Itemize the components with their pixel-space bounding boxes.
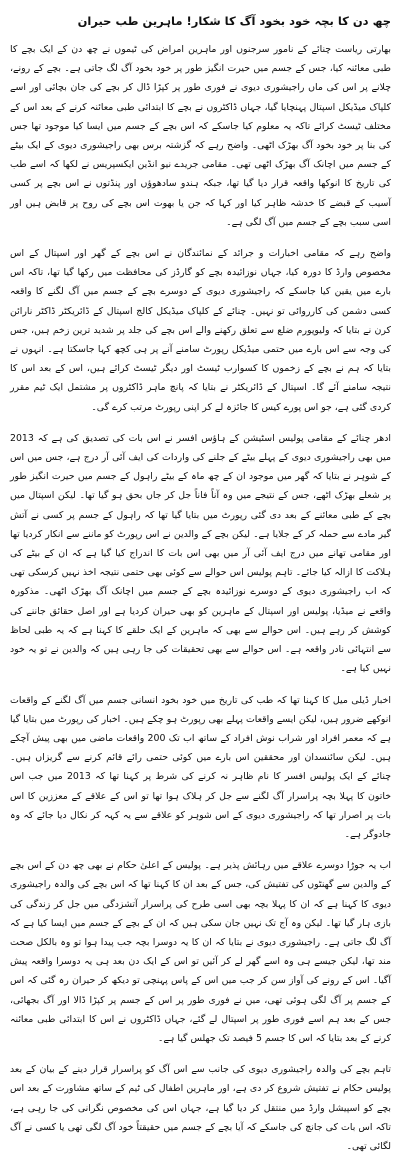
article-headline: چھ دن کا بچہ خود بخود آگ کا شکار! ماہرین طب حیران: [77, 14, 391, 28]
article-paragraph: ادھر چنائے کے مقامی پولیس اسٹیشن کے ہاؤس افسر نے اس بات کی تصدیق کی ہے کہ 2013 میں بھی راجیشوری دیوی کے پہلے بیٹے کے جلنے کی واردات کی ایف آئی آر درج ہے، جس میں اس کے شوہر نے بتایا کہ گھر میں موجود ان کے چھ ماہ کے بیٹے راہول کے جسم میں حیرت انگیز طور پر شعلے بھڑک اٹھے، جس کے نتیجے میں وہ آناً فاناً جل کر جاں بحق ہو گیا تھا۔ لیکن اسپتال میں بچے کے طبی معائنے کے بعد دی گئی رپورٹ میں بتایا گیا تھا کہ راہول کے جسم پر کسی نے آتش گیر مادے سے حملہ کر کے جلایا ہے۔ لیکن بچے کے والدین نے اس رپورٹ کو ماننے سے انکار کردیا تھا اور مقامی تھانے میں درج ایف آئی آر میں بھی اس بات کا اندراج کیا گیا ہے کہ ان کے بیٹے کی ہلاکت کا ازالہ کیا جائے۔ تاہم پولیس اس حوالے سے کوئی بھی حتمی نتیجہ اخذ نہیں کرسکی تھی کہ اب راجیشوری دیوی کے دوسرے نوزائیدہ بچے کے جسم میں اچانک آگ بھڑک اٹھی۔ مذکورہ واقعے نے میڈیا، پولیس اور اسپتال کے ماہرین کو بھی حیران کردیا ہے اور اصل حقائق جاننے کی کوشش کر رہے ہیں۔ اس حوالے سے بھی کہ ماہرین کے ایک حلقے کا کہنا ہے کہ یہ طبی لحاظ سے انتہائی نادر واقعہ ہے۔ اس حوالے سے بھی تحقیقات کی جا رہی ہیں کہ والدین نے تو یہ خود نہیں کیا ہے۔: [10, 432, 391, 675]
article-paragraph: بھارتی ریاست چنائے کے نامور سرجنوں اور ماہرین امراض کی ٹیموں نے چھ دن کے ایک بچے کا طبی معائنہ کیا، جس کے جسم میں حیرت انگیز طور پر خود بخود آگ لگ جاتی ہے۔ بچے کے رونے، چلانے پر اس کی ماں راجیشوری دیوی نے فوری طور پر کپڑا ڈال کر بچے کی جان بچائی اور اسے کلپاک میڈیکل اسپتال پہنچایا گیا، جہاں ڈاکٹروں نے بچے کا ابتدائی طبی معائنہ کرنے کے بعد اس کے مختلف ٹیسٹ کرائے تاکہ یہ معلوم کیا جاسکے کہ اس بچے کے جسم میں ایسا کیا موجود تھا جس کی بنا پر خود بخود آگ بھڑک اٹھی۔ واضح رہے کہ گزشتہ برس بھی راجیشوری دیوی کے ایک بیٹے کے جسم میں اچانک آگ بھڑک اٹھی تھی۔ مقامی جریدے نیو انڈین ایکسپریس نے لکھا کہ اسے طب کی تاریخ کا انوکھا واقعہ قرار دیا گیا تھا، جبکہ ہندو سادھوؤں اور پنڈتوں نے اس بچے پر کسی آسیب کے قبضے کا خدشہ ظاہر کیا اور کہا کہ جن یا بھوت اس بچے کی روح پر قابض ہیں اور اسی سبب بچے کے جسم میں آگ لگی ہے۔: [10, 44, 391, 228]
article-paragraph: واضح رہے کہ مقامی اخبارات و جرائد کے نمائندگان نے اس بچے کے گھر اور اسپتال کے اس مخصوص وارڈ کا دورہ کیا، جہاں نوزائیدہ بچے کو گارڈز کی محافظت میں رکھا گیا تھا، تاکہ اس بارے میں یقین کیا جاسکے کہ راجیشوری دیوی کے دوسرے بچے کے جسم میں آگ لگنے کا واقعہ کسی دشمن کی کارروائی تو نہیں۔ چنائے کے کلپاک میڈیکل کالج اسپتال کے ڈائریکٹر ڈاکٹر نارائن کرن نے بتایا کہ ولیوپورم ضلع سے تعلق رکھنے والے اس بچے کی جلد پر شدید ترین زخم ہیں، جس کی وجہ سے اس بارے میں حتمی میڈیکل رپورٹ سامنے آنے پر ہی کچھ کہا جاسکتا ہے۔ انہوں نے بتایا کہ ہم نے بچے کے زخموں کا کسوارب ٹیسٹ اور دیگر ٹیسٹ کرائے ہیں، اس کے بعد اس کا نتیجہ سامنے آئے گا۔ اسپتال کے ڈائریکٹر نے بتایا کہ پانچ ماہر ڈاکٹروں پر مشتمل ایک ٹیم مقرر کردی گئی ہے، جو اس پورے کیس کا جائزہ لے کر اپنی رپورٹ مرتب کرے گی۔: [10, 248, 391, 413]
article-paragraph: اب یہ جوڑا دوسرے علاقے میں رہائش پذیر ہے۔ پولیس کے اعلیٰ حکام نے بھی چھ دن کے اس بچے کے والدین سے گھنٹوں کی تفتیش کی، جس کے بعد ان کا کہنا تھا کہ اس بچے کی والدہ راجیشوری دیوی کا کہنا ہے کہ ان کا پہلا بچہ بھی اسی طرح کی پراسرار آتشزدگی میں جل کر زندگی کی بازی ہار گیا تھا۔ لیکن وہ آج تک نہیں جان سکی ہیں کہ ان کے بچے کے جسم میں ایسا کیا ہے کہ آگ لگ جاتی ہے۔ راجیشوری دیوی نے بتایا کہ ان کا یہ دوسرا بچہ جب پیدا ہوا تو وہ بالکل صحت مند تھا، لیکن جیسے ہی وہ اسے گھر لے کر آئیں تو اس کے ایک دن بعد ہی یہ دوسرا واقعہ پیش آگیا۔ اس کے رونے کی آواز سن کر جب میں اس کے پاس پہنچی تو دیکھ کر حیران رہ گئی کہ اس کے جسم پر آگ لگی ہوئی تھی، میں نے فوری طور پر اس کے جسم پر کپڑا ڈالا اور آگ بجھائی، جس کے بعد ہم اسے فوری طور پر اسپتال لے گئے، جہاں ڈاکٹروں نے اس کا ابتدائی طبی معائنہ کرنے کے بعد بتایا کہ اس کا جسم 5 فیصد تک جھلس گیا ہے۔: [10, 860, 391, 1044]
article-paragraph: اخبار ڈیلی میل کا کہنا تھا کہ طب کی تاریخ میں خود بخود انسانی جسم میں آگ لگنے کے واقعات انوکھے ضرور ہیں، لیکن ایسے واقعات پہلے بھی رپورٹ ہو چکے ہیں۔ اخبار کی رپورٹ میں بتایا گیا ہے کہ معمر افراد اور شراب نوش افراد کے ساتھ اب تک 200 واقعات ماضی میں بھی پیش آچکے ہیں۔ لیکن سائنسدان اور محققین اس بارے میں کوئی حتمی رائے قائم کرنے سے گریزاں ہیں۔ چنائے کے ایک پولیس افسر کا نام ظاہر نہ کرنے کی شرط پر کہنا تھا کہ 2013 میں جب اس خاتون کا پہلا بچہ پراسرار آگ لگنے سے جل کر ہلاک ہوا تھا تو اس کے علاقے کے معززین کا اس بات پر اصرار تھا کہ راجیشوری دیوی کے اس شوہر کو علاقے سے یہ کہہ کر نکال دیا جائے کہ وہ جادوگر ہے۔: [10, 694, 392, 840]
article-paragraph: تاہم بچے کی والدہ راجیشوری دیوی کی جانب سے اس آگ کو پراسرار قرار دینے کے بیان کے بعد پولیس حکام نے تفتیش شروع کر دی ہے، اور ماہرین اطفال کی ٹیم کے ساتھ مشاورت کے بعد اس بچے کو اسپیشل وارڈ میں منتقل کر دیا گیا ہے، جہاں اس کی مخصوص نگرانی کی جا رہی ہے، تاکہ اس بات کی جانچ کی جاسکے کہ آیا بچے کے جسم میں حقیقتاً خود آگ لگی تھی یا کسی نے آگ لگائی تھی۔: [10, 1064, 391, 1152]
article-body: [10, 40, 391, 1156]
